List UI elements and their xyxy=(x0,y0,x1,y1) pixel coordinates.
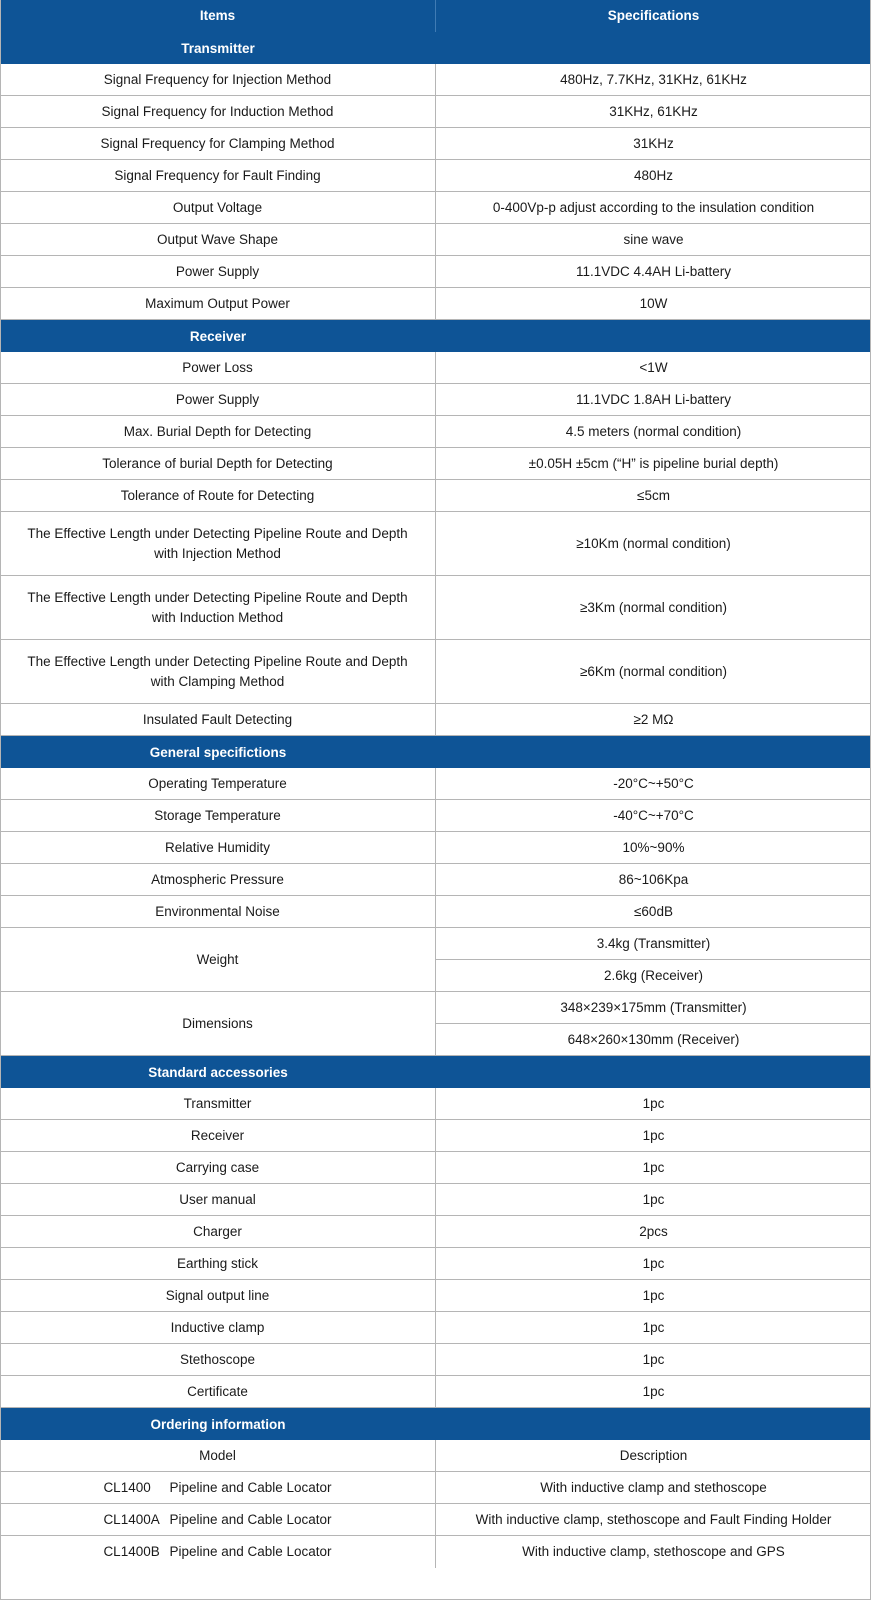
spec-cell: 1pc xyxy=(642,1352,665,1368)
table-header-row xyxy=(0,0,871,32)
table-row xyxy=(0,704,871,736)
dimensions-spec-1: 348×239×175mm (Transmitter) xyxy=(560,1000,747,1016)
item-cell: Max. Burial Depth for Detecting xyxy=(0,416,436,448)
ordering-row xyxy=(0,1472,871,1504)
item-cell: Environmental Noise xyxy=(0,896,436,928)
table-row xyxy=(0,96,871,128)
table-row xyxy=(0,1248,871,1280)
table-row xyxy=(0,192,871,224)
spec-cell: 11.1VDC 4.4AH Li-battery xyxy=(575,264,732,280)
spec-cell: 0-400Vp-p adjust according to the insulation condition xyxy=(492,200,815,216)
table-row xyxy=(0,64,871,96)
spec-cell: 1pc xyxy=(642,1256,665,1272)
dimensions-row xyxy=(0,992,871,1056)
weight-spec-1: 3.4kg (Transmitter) xyxy=(596,936,711,952)
spec-cell: 1pc xyxy=(642,1384,665,1400)
specifications-column-header: Specifications xyxy=(607,8,700,24)
dimensions-item-cell: Dimensions xyxy=(0,992,436,1056)
section-header-general xyxy=(0,736,871,768)
model-name: Pipeline and Cable Locator xyxy=(169,1480,332,1496)
item-line-1: The Effective Length under Detecting Pipeline Route and Depth xyxy=(27,590,408,606)
spec-cell: 1pc xyxy=(642,1128,665,1144)
section-title: Transmitter xyxy=(181,40,255,56)
item-cell: Maximum Output Power xyxy=(0,288,436,320)
item-cell: Tolerance of burial Depth for Detecting xyxy=(0,448,436,480)
table-row xyxy=(0,1152,871,1184)
section-header-ordering xyxy=(0,1408,871,1440)
item-cell: Tolerance of Route for Detecting xyxy=(0,480,436,512)
table-row xyxy=(0,1184,871,1216)
spec-cell: 1pc xyxy=(642,1288,665,1304)
spec-cell: 31KHz, 61KHz xyxy=(609,104,698,120)
section-header-accessories xyxy=(0,1056,871,1088)
items-column-header: Items xyxy=(0,0,436,32)
item-cell: Operating Temperature xyxy=(0,768,436,800)
item-cell: Stethoscope xyxy=(0,1344,436,1376)
table-row xyxy=(0,256,871,288)
spec-cell: ≥2 MΩ xyxy=(633,712,674,728)
spec-cell: ≥3Km (normal condition) xyxy=(580,600,727,616)
section-title: General specifictions xyxy=(149,744,287,760)
table-row xyxy=(0,160,871,192)
item-cell: Storage Temperature xyxy=(0,800,436,832)
description-cell: With inductive clamp, stethoscope and GPS xyxy=(522,1544,785,1560)
spec-cell: -40°C~+70°C xyxy=(613,808,694,824)
spec-cell: 10%~90% xyxy=(622,840,685,856)
item-cell: Inductive clamp xyxy=(0,1312,436,1344)
weight-item-cell: Weight xyxy=(0,928,436,992)
table-row xyxy=(0,864,871,896)
weight-row xyxy=(0,928,871,992)
table-row xyxy=(0,1216,871,1248)
table-row xyxy=(0,448,871,480)
spec-cell: ±0.05H ±5cm (“H” is pipeline burial depth) xyxy=(528,456,779,472)
table-row xyxy=(0,288,871,320)
model-cell xyxy=(0,1472,436,1504)
model-text xyxy=(103,1478,331,1498)
item-cell: Earthing stick xyxy=(0,1248,436,1280)
table-row xyxy=(0,480,871,512)
model-name: Pipeline and Cable Locator xyxy=(169,1512,332,1528)
description-column-header: Description xyxy=(619,1448,688,1464)
table-row xyxy=(0,1312,871,1344)
item-cell: Signal Frequency for Induction Method xyxy=(0,96,436,128)
spec-cell: 31KHz xyxy=(633,136,674,152)
section-title: Receiver xyxy=(189,328,247,344)
spec-cell: 2pcs xyxy=(639,1224,668,1240)
table-row xyxy=(0,1088,871,1120)
item-cell: Output Voltage xyxy=(0,192,436,224)
table-row xyxy=(0,832,871,864)
table-row xyxy=(0,768,871,800)
item-cell: Atmospheric Pressure xyxy=(0,864,436,896)
ordering-row xyxy=(0,1504,871,1536)
spec-cell: ≥6Km (normal condition) xyxy=(580,664,727,680)
item-cell xyxy=(0,576,436,640)
spec-cell: <1W xyxy=(639,360,668,376)
spec-cell: 1pc xyxy=(642,1096,665,1112)
dimensions-spec-2: 648×260×130mm (Receiver) xyxy=(567,1032,740,1048)
item-cell: Certificate xyxy=(0,1376,436,1408)
item-cell: Relative Humidity xyxy=(0,832,436,864)
item-cell xyxy=(0,640,436,704)
spec-cell: 480Hz xyxy=(633,168,674,184)
table-row xyxy=(0,1344,871,1376)
item-text xyxy=(27,588,407,627)
model-cell xyxy=(0,1504,436,1536)
item-cell: Insulated Fault Detecting xyxy=(0,704,436,736)
item-cell: Power Supply xyxy=(0,256,436,288)
spec-cell: 4.5 meters (normal condition) xyxy=(565,424,742,440)
item-cell: Signal Frequency for Clamping Method xyxy=(0,128,436,160)
table-row xyxy=(0,896,871,928)
item-cell: Charger xyxy=(0,1216,436,1248)
item-line-2: with Clamping Method xyxy=(150,674,285,689)
item-cell: Transmitter xyxy=(0,1088,436,1120)
weight-spec-2: 2.6kg (Receiver) xyxy=(603,968,704,984)
item-line-2: with Induction Method xyxy=(151,610,284,625)
description-cell: With inductive clamp, stethoscope and Fault Finding Holder xyxy=(475,1512,832,1528)
spec-cell: 480Hz, 7.7KHz, 31KHz, 61KHz xyxy=(560,72,747,88)
item-cell: Receiver xyxy=(0,1120,436,1152)
table-row xyxy=(0,384,871,416)
spec-cell: 86~106Kpa xyxy=(618,872,689,888)
table-row xyxy=(0,416,871,448)
table-row xyxy=(0,224,871,256)
item-line-2: with Injection Method xyxy=(154,546,281,561)
item-cell: Carrying case xyxy=(0,1152,436,1184)
item-cell xyxy=(0,512,436,576)
spec-cell: ≤60dB xyxy=(634,904,673,920)
item-line-1: The Effective Length under Detecting Pipeline Route and Depth xyxy=(27,654,408,670)
spec-cell: sine wave xyxy=(623,232,684,248)
table-row xyxy=(0,800,871,832)
table-row xyxy=(0,1280,871,1312)
table-row xyxy=(0,640,871,704)
section-title: Standard accessories xyxy=(148,1064,288,1080)
spec-cell: ≥10Km (normal condition) xyxy=(576,536,731,552)
spec-cell: 10W xyxy=(639,296,668,312)
item-text xyxy=(27,524,407,563)
section-title: Ordering information xyxy=(150,1416,286,1432)
table-row xyxy=(0,576,871,640)
item-cell: Signal Frequency for Injection Method xyxy=(0,64,436,96)
item-text xyxy=(27,652,407,691)
item-cell: Signal output line xyxy=(0,1280,436,1312)
table-row xyxy=(0,1376,871,1408)
row-divider xyxy=(436,959,871,960)
ordering-row xyxy=(0,1536,871,1568)
description-cell: With inductive clamp and stethoscope xyxy=(540,1480,767,1496)
model-text xyxy=(103,1510,331,1530)
ordering-head-row xyxy=(0,1440,871,1472)
model-name: Pipeline and Cable Locator xyxy=(169,1544,332,1560)
model-code: CL1400A xyxy=(103,1512,160,1528)
table-row xyxy=(0,512,871,576)
spec-cell: 1pc xyxy=(642,1192,665,1208)
model-code: CL1400B xyxy=(103,1544,160,1560)
item-cell: Signal Frequency for Fault Finding xyxy=(0,160,436,192)
item-cell: Output Wave Shape xyxy=(0,224,436,256)
item-cell: Power Supply xyxy=(0,384,436,416)
spec-cell: ≤5cm xyxy=(637,488,670,504)
spec-cell: -20°C~+50°C xyxy=(613,776,694,792)
spec-cell: 1pc xyxy=(642,1320,665,1336)
section-header-receiver xyxy=(0,320,871,352)
spec-cell: 1pc xyxy=(642,1160,665,1176)
row-divider xyxy=(436,1023,871,1024)
item-line-1: The Effective Length under Detecting Pipeline Route and Depth xyxy=(27,526,408,542)
model-code: CL1400 xyxy=(103,1480,151,1496)
table-row xyxy=(0,128,871,160)
section-header-transmitter xyxy=(0,32,871,64)
model-column-header: Model xyxy=(0,1440,436,1472)
table-row xyxy=(0,352,871,384)
spec-cell: 11.1VDC 1.8AH Li-battery xyxy=(575,392,732,408)
table-row xyxy=(0,1120,871,1152)
model-text xyxy=(103,1542,331,1562)
model-cell xyxy=(0,1536,436,1568)
item-cell: Power Loss xyxy=(0,352,436,384)
item-cell: User manual xyxy=(0,1184,436,1216)
